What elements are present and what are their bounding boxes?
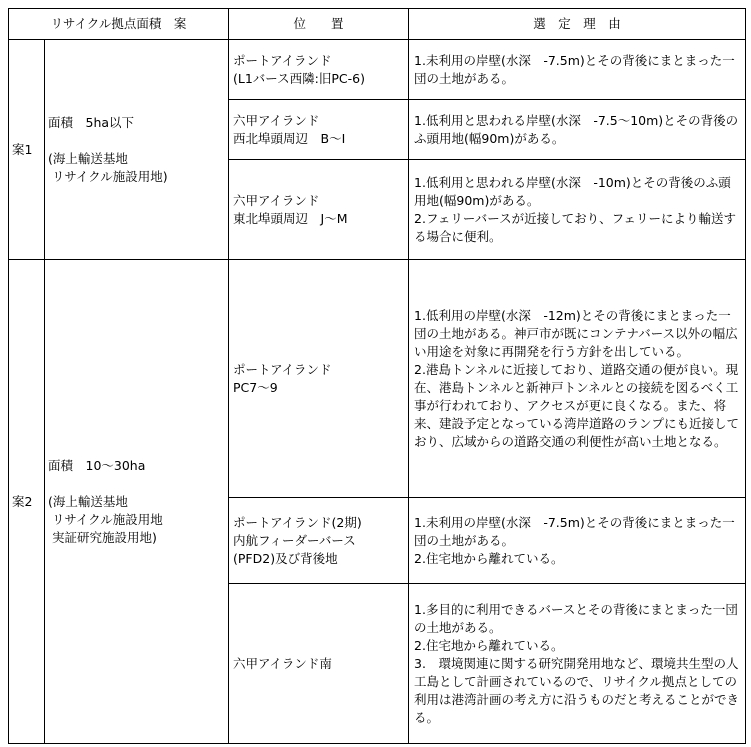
reason-item: 2.住宅地から離れている。 (414, 637, 564, 653)
plan-conditions: 面積 5ha以下 (海上輸送基地 リサイクル施設用地) (45, 40, 229, 260)
plan-conditions: 面積 10～30ha (海上輸送基地 リサイクル施設用地 実証研究施設用地) (45, 260, 229, 744)
header-location: 位 置 (229, 9, 409, 40)
reason-item: 1.低利用の岸壁(水深 -12m)とその背後にまとまった一団の土地がある。神戸市が既にコンテナバース以外の幅広い用途を対象に再開発を行う方針を出している。 (414, 307, 738, 359)
site-location: 六甲アイランド南 (229, 584, 409, 744)
reason-item: 1.多目的に利用できるバースとその背後にまとまった一団の土地がある。 (414, 601, 738, 635)
site-reasons (409, 584, 746, 744)
reason-item: 1.未利用の岸壁(水深 -7.5m)とその背後にまとまった一団の土地がある。 (414, 514, 735, 548)
reason-item: 1.低利用と思われる岸壁(水深 -10m)とその背後のふ頭用地(幅90m)がある。 (414, 174, 731, 208)
reason-item: 1.未利用の岸壁(水深 -7.5m)とその背後にまとまった一団の土地がある。 (414, 52, 735, 86)
site-reasons (409, 100, 746, 160)
header-reason: 選 定 理 由 (409, 9, 746, 40)
site-reasons (409, 160, 746, 260)
plan-label: 案2 (9, 260, 45, 744)
plan-label: 案1 (9, 40, 45, 260)
header-plan-area: リサイクル拠点面積 案 (9, 9, 229, 40)
site-selection-table (8, 8, 746, 744)
site-location: 六甲アイランド 東北埠頭周辺 J～M (229, 160, 409, 260)
site-reasons (409, 498, 746, 584)
header-row (9, 9, 746, 40)
reason-item: 2.フェリーバースが近接しており、フェリーにより輸送する場合に便利。 (414, 210, 736, 244)
table-row (9, 40, 746, 100)
site-location: 六甲アイランド 西北埠頭周辺 B～I (229, 100, 409, 160)
reason-item: 1.低利用と思われる岸壁(水深 -7.5～10m)とその背後のふ頭用地(幅90m)がある。 (414, 112, 739, 146)
site-location: ポートアイランド(2期) 内航フィーダーバース (PFD2)及び背後地 (229, 498, 409, 584)
reason-item: 3. 環境関連に関する研究開発用地など、環境共生型の人工島として計画されているので、リサイクル拠点としての利用は港湾計画の考え方に沿うものだと考えることができる。 (414, 655, 740, 725)
site-location: ポートアイランド PC7～9 (229, 260, 409, 498)
table-row (9, 260, 746, 498)
site-location: ポートアイランド (L1バース西隣:旧PC-6) (229, 40, 409, 100)
reason-item: 2.住宅地から離れている。 (414, 550, 564, 566)
site-reasons (409, 40, 746, 100)
site-reasons (409, 260, 746, 498)
reason-item: 2.港島トンネルに近接しており、道路交通の便が良い。現在、港島トンネルと新神戸トンネルとの接続を図るべく工事が行われており、アクセスが更に良くなる。また、将来、建設予定となっている湾岸道路のランプにも近接しており、広域からの道路交通の利便性が高い土地となる。 (414, 361, 740, 449)
